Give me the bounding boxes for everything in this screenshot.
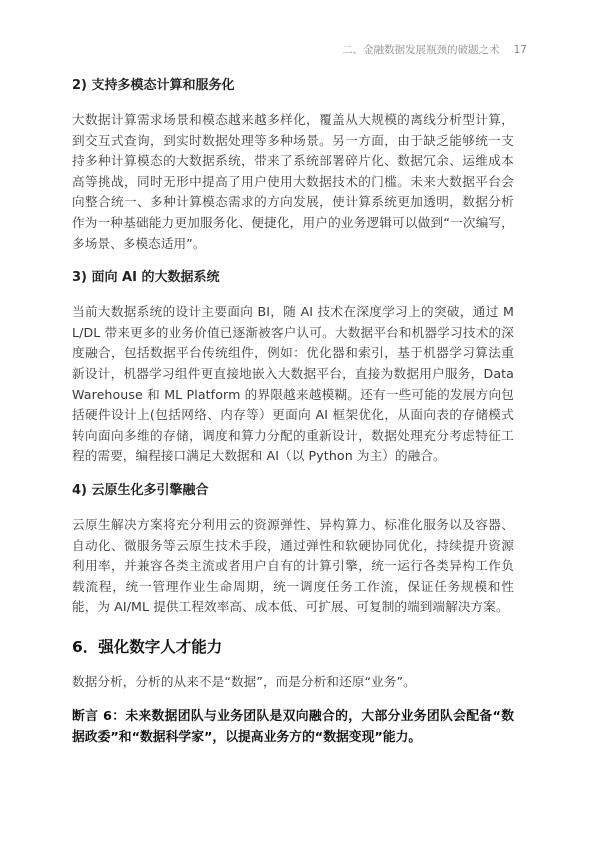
section-body-cloud-native: 云原生解决方案将充分利用云的资源弹性、异构算力、标准化服务以及容器、自动化、微服务等云原生技术手段，通过弹性和软硬协同优化，持续提升资源利用率，并兼容各类主流或者用户自有的计算引擎，统一运行各类异构工作负载流程，统一管理作业生命周期，统一调度任务工作流，保证任务规模和性能，为 AI/ML 提供工程效率高、成本低、可扩展、可复制的端到端解决方案。 — [72, 516, 514, 615]
section-body-multimodal: 大数据计算需求场景和模态越来越多样化，覆盖从大规模的离线分析型计算，到交互式查询，到实时数据处理等多种场景。另一方面，由于缺乏能够统一支持多种计算模态的大数据系统，带来了系统部署碎片化、数据冗余、运维成本高等挑战，同时无形中提高了用户使用大数据技术的门槛。未来大数据平台会向整合统一、多种计算模态需求的方向发展，使计算系统更加透明，数据分析作为一种基础能力更加服务化、便捷化，用户的业务逻辑可以做到“一次编写，多场景、多模态适用”。 — [72, 112, 514, 251]
assertion-6: 断言 6：未来数据团队与业务团队是双向融合的，大部分业务团队会配备“数据政委”和“数据科学家”，以提高业务方的“数据变现”能力。 — [72, 709, 514, 746]
section-heading-cloud-native: 4) 云原生化多引擎融合 — [72, 482, 209, 498]
header-section-title: 二、金融数据发展瓶颈的破题之术 — [342, 44, 500, 56]
section-body-ai-bigdata: 当前大数据系统的设计主要面向 BI，随 AI 技术在深度学习上的突破，通过 ML/DL 带来更多的业务价值已逐渐被客户认可。大数据平台和机器学习技术的深度融合，包括数据平台传统组件，例如：优化器和索引，基于机器学习算法重新设计，机器学习组件更直接地嵌入大数据平台，直接为数据用户服务，Data Warehouse 和 ML Platform 的界限越来越模糊。还有一些可能的发展方向包括硬件设计上(包括网络、内存等）更面向 AI 框架优化，从面向表的存储模式转向面向多维的存储，调度和算力分配的重新设计，数据处理充分考虑特征工程的需要，编程接口满足大数据和 AI（以 Python 为主）的融合。 — [72, 304, 514, 464]
running-header — [342, 42, 527, 57]
section-heading-ai-bigdata: 3) 面向 AI 的大数据系统 — [72, 270, 220, 286]
chapter-intro: 数据分析，分析的从来不是“数据”，而是分析和还原“业务”。 — [72, 673, 416, 689]
section-heading-multimodal: 2) 支持多模态计算和服务化 — [72, 78, 235, 93]
page-content — [72, 76, 514, 748]
page-number: 17 — [513, 44, 527, 56]
chapter-heading-talent: 6．强化数字人才能力 — [72, 637, 223, 656]
